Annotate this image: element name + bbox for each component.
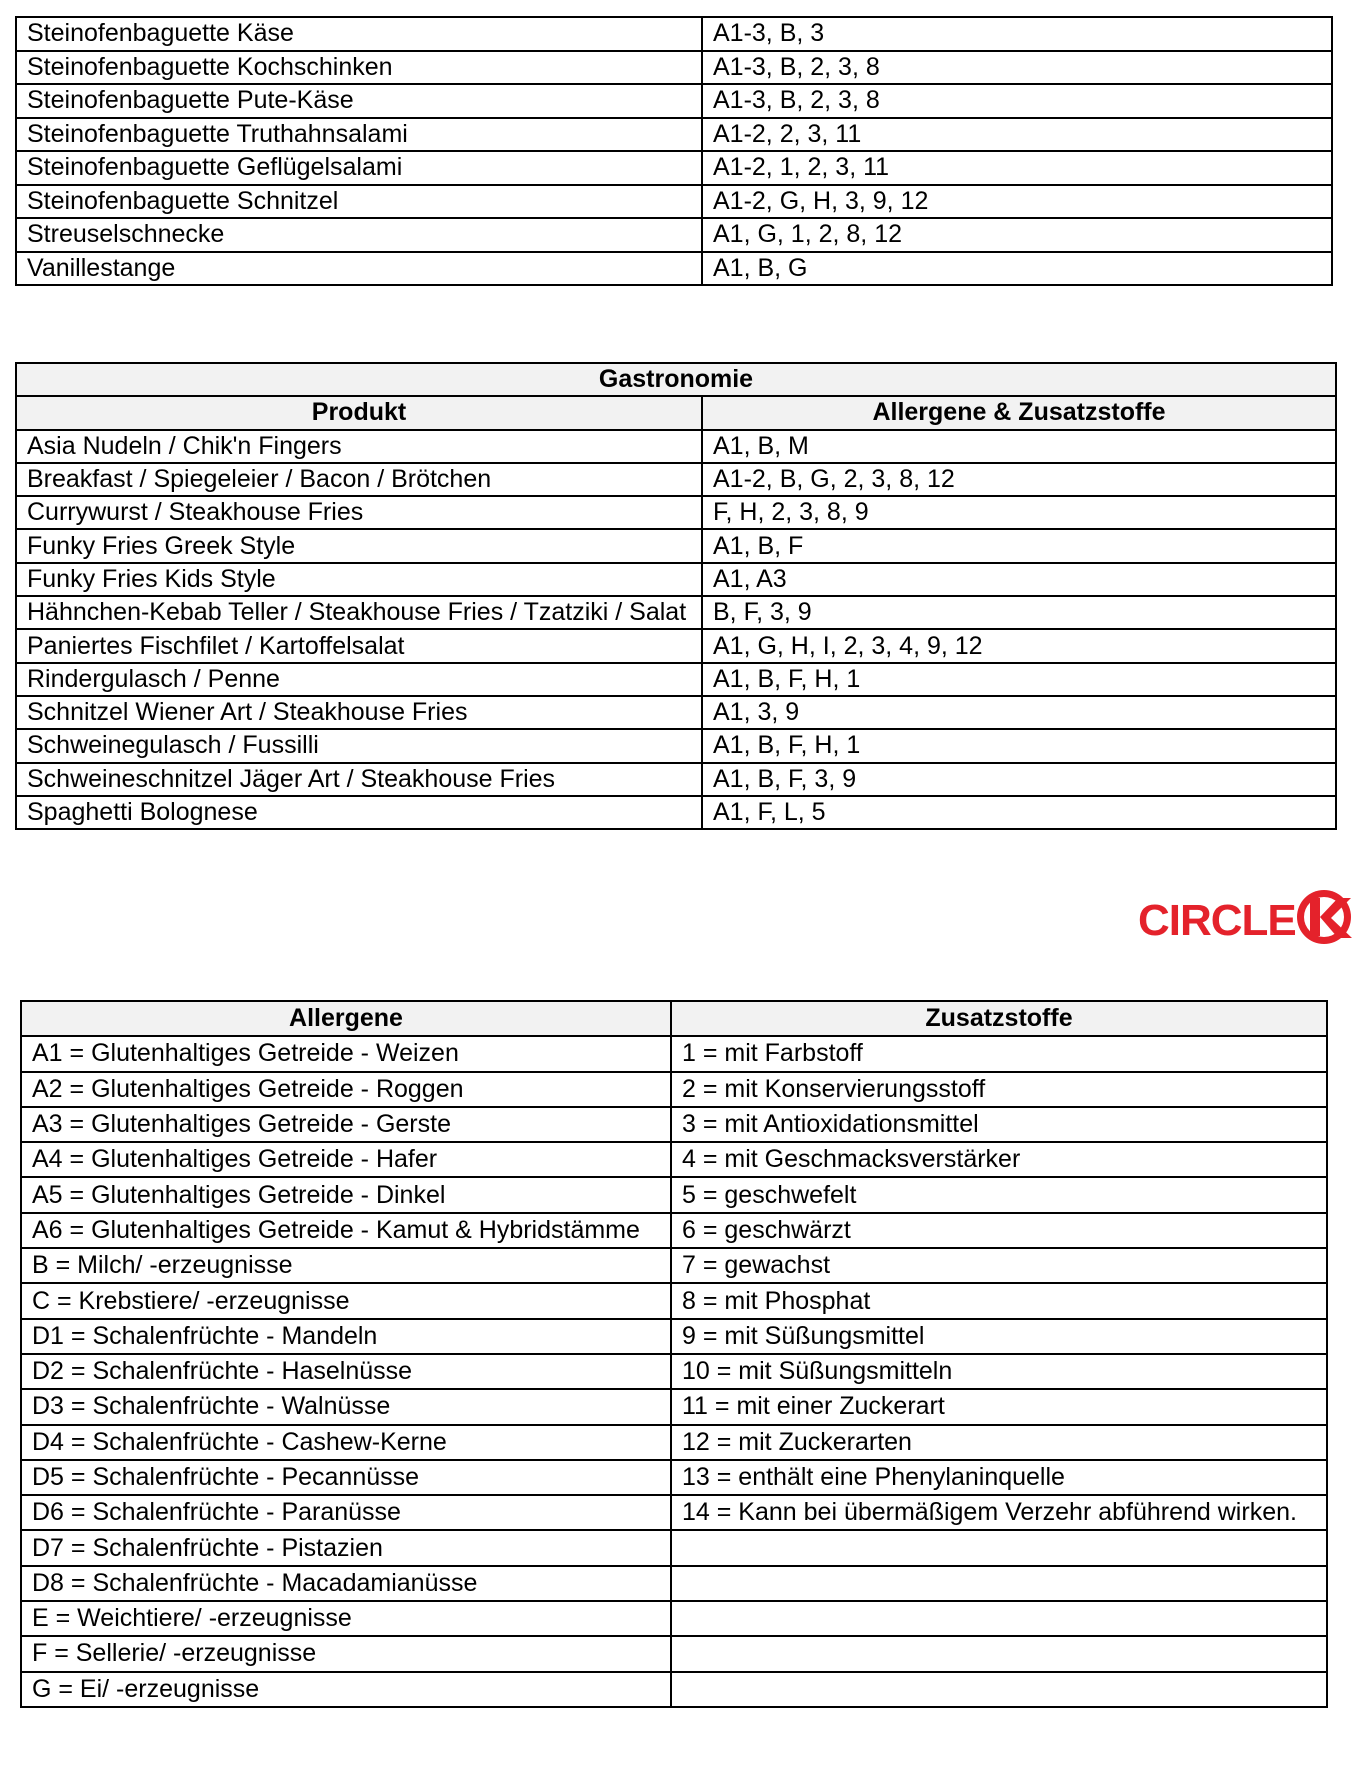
- allergen-cell: A4 = Glutenhaltiges Getreide - Hafer: [21, 1142, 671, 1177]
- table-row: [21, 1389, 1327, 1424]
- table-row: [21, 1177, 1327, 1212]
- allergen-cell: E = Weichtiere/ -erzeugnisse: [21, 1601, 671, 1636]
- codes-cell: B, F, 3, 9: [702, 596, 1336, 629]
- codes-cell: A1-3, B, 2, 3, 8: [702, 84, 1332, 118]
- additive-cell: 8 = mit Phosphat: [671, 1283, 1327, 1318]
- table-row: [16, 629, 1336, 662]
- table-row: [16, 84, 1332, 118]
- product-cell: Hähnchen-Kebab Teller / Steakhouse Fries / Tzatziki / Salat: [16, 596, 702, 629]
- product-cell: Paniertes Fischfilet / Kartoffelsalat: [16, 629, 702, 662]
- gastronomie-header-row: [16, 396, 1336, 429]
- table-row: [16, 696, 1336, 729]
- allergen-cell: A6 = Glutenhaltiges Getreide - Kamut & Hybridstämme: [21, 1213, 671, 1248]
- table-row: [16, 51, 1332, 85]
- codes-cell: A1, B, F, 3, 9: [702, 763, 1336, 796]
- svg-text:CIRCLE: CIRCLE: [1138, 896, 1296, 945]
- codes-cell: A1, B, M: [702, 430, 1336, 463]
- allergen-cell: D3 = Schalenfrüchte - Walnüsse: [21, 1389, 671, 1424]
- product-cell: Schweinegulasch / Fussilli: [16, 729, 702, 762]
- codes-cell: A1-2, 2, 3, 11: [702, 118, 1332, 152]
- additive-cell: [671, 1601, 1327, 1636]
- table-row: [16, 185, 1332, 219]
- product-cell: Rindergulasch / Penne: [16, 663, 702, 696]
- additive-cell: 2 = mit Konservierungsstoff: [671, 1072, 1327, 1107]
- table-row: [16, 252, 1332, 286]
- codes-cell: A1, B, F, H, 1: [702, 663, 1336, 696]
- product-cell: Steinofenbaguette Pute-Käse: [16, 84, 702, 118]
- table-row: [21, 1530, 1327, 1565]
- additive-cell: 5 = geschwefelt: [671, 1177, 1327, 1212]
- gastronomie-title-row: [16, 363, 1336, 396]
- codes-cell: A1, B, F, H, 1: [702, 729, 1336, 762]
- codes-cell: A1-2, B, G, 2, 3, 8, 12: [702, 463, 1336, 496]
- additive-cell: 12 = mit Zuckerarten: [671, 1425, 1327, 1460]
- column-header-product: Produkt: [16, 396, 702, 429]
- table-row: [16, 596, 1336, 629]
- additive-cell: [671, 1566, 1327, 1601]
- table-row: [16, 529, 1336, 562]
- allergen-cell: D1 = Schalenfrüchte - Mandeln: [21, 1319, 671, 1354]
- additive-cell: 9 = mit Süßungsmittel: [671, 1319, 1327, 1354]
- product-cell: Steinofenbaguette Kochschinken: [16, 51, 702, 85]
- table-row: [21, 1672, 1327, 1707]
- table-row: [21, 1425, 1327, 1460]
- allergen-cell: A5 = Glutenhaltiges Getreide - Dinkel: [21, 1177, 671, 1212]
- codes-cell: A1-3, B, 2, 3, 8: [702, 51, 1332, 85]
- table-row: [21, 1248, 1327, 1283]
- allergen-cell: D2 = Schalenfrüchte - Haselnüsse: [21, 1354, 671, 1389]
- additive-cell: [671, 1636, 1327, 1671]
- allergen-cell: G = Ei/ -erzeugnisse: [21, 1672, 671, 1707]
- allergen-cell: D7 = Schalenfrüchte - Pistazien: [21, 1530, 671, 1565]
- gastronomie-table: [15, 362, 1337, 830]
- product-cell: Asia Nudeln / Chik'n Fingers: [16, 430, 702, 463]
- table-row: [16, 663, 1336, 696]
- column-header-allergens: Allergene: [21, 1001, 671, 1036]
- table-row: [16, 796, 1336, 829]
- codes-cell: F, H, 2, 3, 8, 9: [702, 496, 1336, 529]
- table-row: [16, 763, 1336, 796]
- product-cell: Spaghetti Bolognese: [16, 796, 702, 829]
- table-row: [21, 1283, 1327, 1318]
- product-cell: Schnitzel Wiener Art / Steakhouse Fries: [16, 696, 702, 729]
- product-cell: Funky Fries Kids Style: [16, 563, 702, 596]
- table-row: [16, 17, 1332, 51]
- product-cell: Breakfast / Spiegeleier / Bacon / Brötchen: [16, 463, 702, 496]
- additive-cell: 13 = enthält eine Phenylaninquelle: [671, 1460, 1327, 1495]
- allergen-cell: D5 = Schalenfrüchte - Pecannüsse: [21, 1460, 671, 1495]
- product-cell: Currywurst / Steakhouse Fries: [16, 496, 702, 529]
- allergen-cell: C = Krebstiere/ -erzeugnisse: [21, 1283, 671, 1318]
- products-table-top: [15, 16, 1333, 286]
- product-cell: Steinofenbaguette Käse: [16, 17, 702, 51]
- codes-cell: A1, B, G: [702, 252, 1332, 286]
- table-row: [16, 118, 1332, 152]
- additive-cell: 3 = mit Antioxidationsmittel: [671, 1107, 1327, 1142]
- allergen-cell: D8 = Schalenfrüchte - Macadamianüsse: [21, 1566, 671, 1601]
- product-cell: Streuselschnecke: [16, 218, 702, 252]
- gastronomie-title: Gastronomie: [16, 363, 1336, 396]
- allergen-cell: F = Sellerie/ -erzeugnisse: [21, 1636, 671, 1671]
- product-cell: Vanillestange: [16, 252, 702, 286]
- table-row: [21, 1319, 1327, 1354]
- column-header-allergens-additives: Allergene & Zusatzstoffe: [702, 396, 1336, 429]
- codes-cell: A1, B, F: [702, 529, 1336, 562]
- legend-table: [20, 1000, 1328, 1708]
- allergen-cell: D4 = Schalenfrüchte - Cashew-Kerne: [21, 1425, 671, 1460]
- additive-cell: [671, 1530, 1327, 1565]
- column-header-additives: Zusatzstoffe: [671, 1001, 1327, 1036]
- table-row: [16, 729, 1336, 762]
- table-row: [21, 1213, 1327, 1248]
- product-cell: Steinofenbaguette Truthahnsalami: [16, 118, 702, 152]
- table-row: [21, 1495, 1327, 1530]
- additive-cell: 10 = mit Süßungsmitteln: [671, 1354, 1327, 1389]
- table-row: [16, 430, 1336, 463]
- legend-header-row: [21, 1001, 1327, 1036]
- codes-cell: A1, A3: [702, 563, 1336, 596]
- table-row: [21, 1354, 1327, 1389]
- table-row: [16, 563, 1336, 596]
- circle-k-logo: [1138, 888, 1356, 946]
- codes-cell: A1-2, 1, 2, 3, 11: [702, 151, 1332, 185]
- table-row: [16, 151, 1332, 185]
- table-row: [21, 1072, 1327, 1107]
- additive-cell: 7 = gewachst: [671, 1248, 1327, 1283]
- additive-cell: 11 = mit einer Zuckerart: [671, 1389, 1327, 1424]
- table-row: [21, 1036, 1327, 1071]
- additive-cell: 1 = mit Farbstoff: [671, 1036, 1327, 1071]
- table-row: [21, 1142, 1327, 1177]
- table-row: [21, 1601, 1327, 1636]
- allergen-cell: A3 = Glutenhaltiges Getreide - Gerste: [21, 1107, 671, 1142]
- table-row: [21, 1636, 1327, 1671]
- codes-cell: A1, 3, 9: [702, 696, 1336, 729]
- table-row: [21, 1460, 1327, 1495]
- allergen-cell: A1 = Glutenhaltiges Getreide - Weizen: [21, 1036, 671, 1071]
- product-cell: Steinofenbaguette Geflügelsalami: [16, 151, 702, 185]
- table-row: [16, 496, 1336, 529]
- additive-cell: 4 = mit Geschmacksverstärker: [671, 1142, 1327, 1177]
- additive-cell: [671, 1672, 1327, 1707]
- codes-cell: A1, F, L, 5: [702, 796, 1336, 829]
- table-row: [16, 218, 1332, 252]
- product-cell: Schweineschnitzel Jäger Art / Steakhouse Fries: [16, 763, 702, 796]
- additive-cell: 6 = geschwärzt: [671, 1213, 1327, 1248]
- codes-cell: A1, G, 1, 2, 8, 12: [702, 218, 1332, 252]
- table-row: [21, 1107, 1327, 1142]
- allergen-cell: D6 = Schalenfrüchte - Paranüsse: [21, 1495, 671, 1530]
- table-row: [16, 463, 1336, 496]
- product-cell: Steinofenbaguette Schnitzel: [16, 185, 702, 219]
- product-cell: Funky Fries Greek Style: [16, 529, 702, 562]
- codes-cell: A1-2, G, H, 3, 9, 12: [702, 185, 1332, 219]
- codes-cell: A1-3, B, 3: [702, 17, 1332, 51]
- allergen-cell: A2 = Glutenhaltiges Getreide - Roggen: [21, 1072, 671, 1107]
- table-row: [21, 1566, 1327, 1601]
- additive-cell: 14 = Kann bei übermäßigem Verzehr abführend wirken.: [671, 1495, 1327, 1530]
- allergen-cell: B = Milch/ -erzeugnisse: [21, 1248, 671, 1283]
- codes-cell: A1, G, H, I, 2, 3, 4, 9, 12: [702, 629, 1336, 662]
